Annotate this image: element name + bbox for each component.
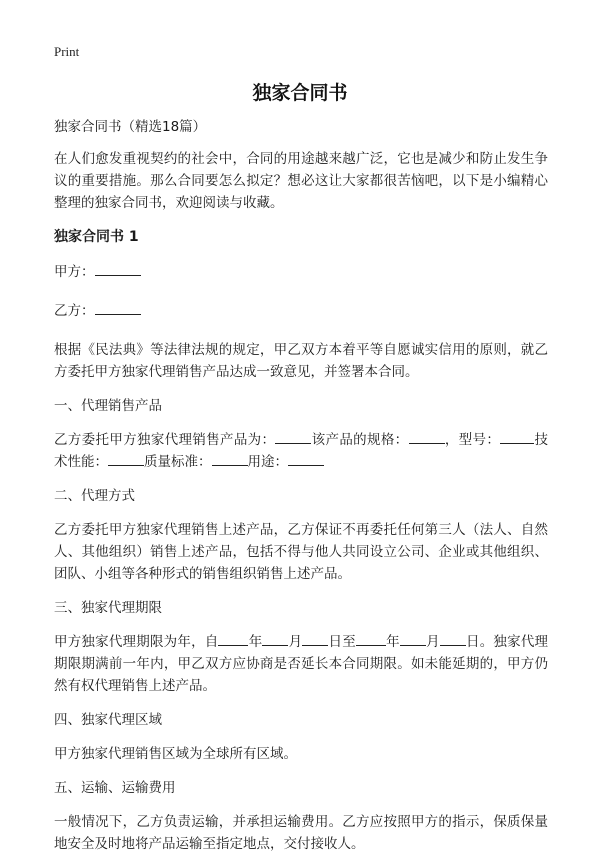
model-label: ，型号： xyxy=(444,432,501,448)
print-link[interactable]: Print xyxy=(54,44,80,59)
clause-2-heading: 二、代理方式 xyxy=(54,488,135,504)
end-year-blank xyxy=(356,631,386,646)
end-month-blank xyxy=(400,631,426,646)
term-end-text: 日。独家代理期限期满前一年内，甲乙双方应协商是否延长本合同期限。如未能延期的，甲方仍然有权代理销售上述产品。 xyxy=(54,634,549,694)
year-label-2: 年 xyxy=(385,634,400,650)
party-b-label: 乙方： xyxy=(54,303,95,319)
spec-label: 该产品的规格： xyxy=(311,432,409,448)
preamble-paragraph: 根据《民法典》等法律法规的规定，甲乙双方本着平等自愿诚实信用的原则，就乙方委托甲方独家代理销售产品达成一致意见，并签署本合同。 xyxy=(54,342,548,380)
clause-1-text xyxy=(54,429,548,473)
contract-heading: 独家合同书 1 xyxy=(54,229,139,245)
document-title: 独家合同书 xyxy=(252,82,348,104)
clause-1-heading: 一、代理销售产品 xyxy=(54,398,162,414)
document-subtitle: 独家合同书（精选18篇） xyxy=(54,119,207,135)
document-body xyxy=(54,116,548,867)
tech-label: 技术性能： xyxy=(54,432,549,470)
clause-5-heading: 五、运输、运输费用 xyxy=(54,780,176,796)
product-blank xyxy=(275,429,311,444)
clause-3-text xyxy=(54,631,548,697)
month-label-2: 月 xyxy=(425,634,440,650)
party-a-blank xyxy=(95,261,141,276)
usage-label: 用途： xyxy=(247,454,288,470)
clause-4-heading: 四、独家代理区域 xyxy=(54,712,162,728)
party-a-label: 甲方： xyxy=(54,264,95,280)
clause-4-text: 甲方独家代理销售区域为全球所有区域。 xyxy=(54,746,297,762)
year-label: 年 xyxy=(248,634,263,650)
usage-blank xyxy=(288,451,324,466)
day-to-label: 日至 xyxy=(328,634,356,650)
month-label: 月 xyxy=(288,634,303,650)
clause-5-text: 一般情况下，乙方负责运输，并承担运输费用。乙方应按照甲方的指示，保质保量地安全及时地将产品运输至指定地点，交付接收人。 xyxy=(54,814,548,852)
party-a-field xyxy=(54,261,548,283)
product-label: 乙方委托甲方独家代理销售产品为： xyxy=(54,432,276,448)
quality-blank xyxy=(212,451,248,466)
start-month-blank xyxy=(262,631,288,646)
party-b-blank xyxy=(95,300,141,315)
quality-label: 质量标准： xyxy=(144,454,212,470)
intro-paragraph: 在人们愈发重视契约的社会中，合同的用途越来越广泛，它也是减少和防止发生争议的重要措施。那么合同要怎么拟定？想必这让大家都很苦恼吧，以下是小编精心整理的独家合同书，欢迎阅读与收藏。 xyxy=(54,151,548,211)
end-day-blank xyxy=(440,631,466,646)
clause-3-heading: 三、独家代理期限 xyxy=(54,600,162,616)
term-start-label: 甲方独家代理期限为年，自 xyxy=(54,634,219,650)
tech-blank xyxy=(108,451,144,466)
start-day-blank xyxy=(302,631,328,646)
model-blank xyxy=(500,429,534,444)
start-year-blank xyxy=(218,631,248,646)
party-b-field xyxy=(54,300,548,322)
spec-blank xyxy=(409,429,445,444)
clause-2-text: 乙方委托甲方独家代理销售上述产品，乙方保证不再委托任何第三人（法人、自然人、其他组织）销售上述产品，包括不得与他人共同设立公司、企业或其他组织、团队、小组等各种形式的销售组织销售上述产品。 xyxy=(54,522,548,582)
